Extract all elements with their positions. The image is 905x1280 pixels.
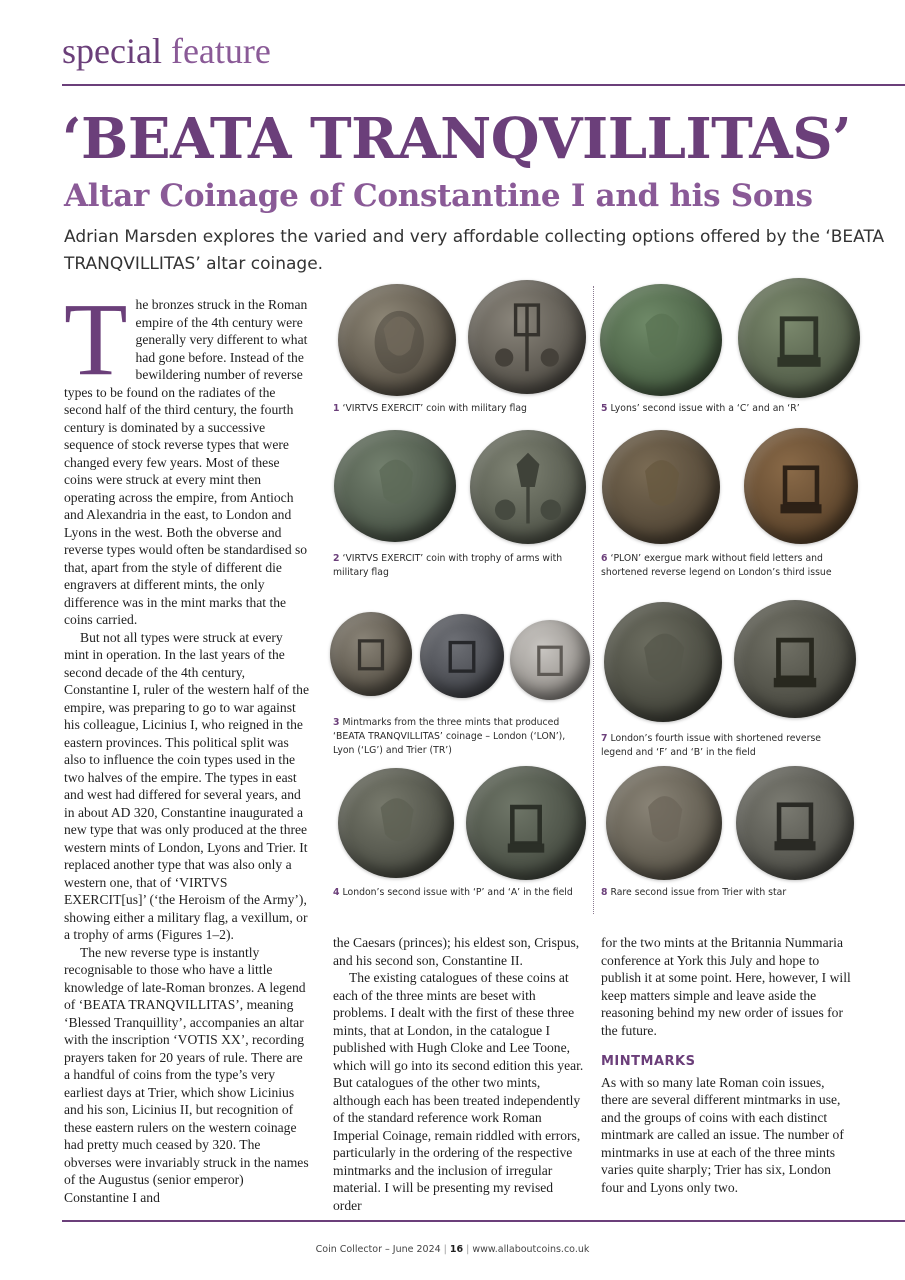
magazine-issue: Coin Collector – June 2024 — [315, 1244, 441, 1255]
standfirst: Adrian Marsden explores the varied and very affordable collecting options offered by the ‘BEATA TRANQVILLITAS’ altar coinage. — [64, 227, 885, 274]
coin-image — [600, 284, 722, 396]
figure-6-caption: ‘PLON’ exergue mark without field letters and shortened reverse legend on London’s third issue — [601, 553, 832, 578]
coin-image — [338, 284, 456, 396]
kicker-feature: feature — [170, 31, 271, 71]
body-column-3 — [601, 934, 851, 1196]
article-subtitle: Altar Coinage of Constantine I and his Sons — [64, 178, 813, 214]
page-number: 16 — [449, 1244, 464, 1255]
coin-image — [468, 280, 586, 394]
website-link[interactable]: www.allaboutcoins.co.uk — [472, 1244, 590, 1255]
coin-image — [420, 614, 504, 698]
paragraph-2: But not all types were struck at every mint in operation. In the last years of the second decade of the 4th century, Constantine I, ruler of the western half of the empire, was preparing to go to war against his colleague, Licinius I, who reigned in the eastern provinces. This political split was also to influence the coin types used in the two halves of the empire. The types in east and west had differed for several years, and in about AD 320, Constantine inaugurated a new type that was only produced at the three western mints of London, Lyons and Trier. It replaced another type that was also only a western one, that of ‘VIRTVS EXERCIT[us]’ (‘the Heroism of the Army’), showing either a military flag, a vexillum, or a trophy of arms (Figures 1–2). — [64, 629, 309, 942]
figure-2-caption: ‘VIRTVS EXERCIT’ coin with trophy of arms with military flag — [333, 553, 563, 578]
top-rule — [62, 84, 905, 86]
coin-image — [734, 600, 856, 718]
paragraph-1-text: he bronzes struck in the Roman empire of the 4th century were generally very different to what had gone before. Instead of the bewildering number of reverse types to be found on the radiates of the second half of the third century, the fourth century is dominated by a successive sequence of stock reverse types that were changed every few years. Most of these coins were struck at every mint then operating across the empire, from Antioch and Alexandria in the east, to London and Lyons in the west. Both the obverse and reverse types would often be standardised so that, apart from the style of different die engravers at different mints, the only difference was in the mint marks that the coins carried. — [64, 297, 308, 627]
drop-cap: T — [64, 282, 128, 397]
figure-6-number: 6 — [601, 553, 608, 564]
coin-image — [466, 766, 586, 880]
figure-4-caption: London’s second issue with ‘P’ and ‘A’ in the field — [342, 887, 573, 898]
coin-image — [330, 612, 412, 696]
paragraph-1 — [64, 282, 310, 629]
coin-image — [510, 620, 590, 700]
coin-image — [604, 602, 722, 722]
figure-4-number: 4 — [333, 887, 340, 898]
coin-image — [738, 278, 860, 398]
figure-5-caption: Lyons’ second issue with a ‘C’ and an ‘R’ — [610, 403, 800, 414]
figure-7-caption: London’s fourth issue with shortened reverse legend and ‘F’ and ‘B’ in the field — [601, 733, 822, 758]
coin-image — [606, 766, 722, 880]
figure-divider — [593, 286, 594, 914]
body-column-2 — [333, 934, 585, 1214]
figure-3-number: 3 — [333, 717, 340, 728]
figure-8-caption: Rare second issue from Trier with star — [610, 887, 787, 898]
body-column-1 — [64, 282, 310, 1206]
figure-7-number: 7 — [601, 733, 608, 744]
coin-image — [744, 428, 858, 544]
coin-image — [338, 768, 454, 878]
paragraph-4: the Caesars (princes); his eldest son, Crispus, and his second son, Constantine II. — [333, 935, 580, 968]
bottom-rule — [62, 1220, 905, 1222]
figure-1-number: 1 — [333, 403, 340, 414]
coin-image — [470, 430, 586, 544]
section-kicker — [62, 30, 271, 72]
page-footer: Coin Collector – June 2024 | 16 | www.allaboutcoins.co.uk — [315, 1244, 590, 1255]
figure-8-number: 8 — [601, 887, 608, 898]
figure-2-number: 2 — [333, 553, 340, 564]
kicker-special: special — [62, 31, 162, 71]
paragraph-7: As with so many late Roman coin issues, there are several different mintmarks in use, and the groups of coins with each distinct mintmark are called an issue. The number of mintmarks in use at each of the three mints varies quite sharply; Trier has six, London four and Lyons only two. — [601, 1074, 844, 1195]
figure-1-caption: ‘VIRTVS EXERCIT’ coin with military flag — [342, 403, 527, 414]
coin-image — [334, 430, 456, 542]
coin-image — [602, 430, 720, 544]
figure-5-number: 5 — [601, 403, 608, 414]
section-heading-mintmarks: MINTMARKS — [601, 1054, 696, 1069]
article-title: ‘BEATA TRANQVILLITAS’ — [62, 106, 852, 172]
figure-3-caption: Mintmarks from the three mints that produced ‘BEATA TRANQVILLITAS’ coinage – London (‘LON’), Lyon (‘LG’) and Trier (TR’) — [333, 717, 566, 756]
paragraph-5: The existing catalogues of these coins at each of the three mints are beset with problems. I dealt with the first of these three mints, that at London, in the catalogue I published with Hugh Cloke and Lee Toone, which will go into its second edition this year. But catalogues of the other two mints, although each has been treated independently of the standard reference work Roman Imperial Coinage, remain riddled with errors, particularly in the ordering of the respective mintmarks and the inclusion of irregular material. I will be presenting my revised order — [333, 970, 584, 1213]
coin-image — [736, 766, 854, 880]
paragraph-6: for the two mints at the Britannia Nummaria conference at York this July and hope to publish it at some point. Here, however, I will keep matters simple and leave aside the reasoning behind my new order of issues for the future. — [601, 935, 851, 1038]
paragraph-3: The new reverse type is instantly recognisable to those who have a little knowledge of late-Roman bronzes. A legend of ‘BEATA TRANQVILLITAS’, meaning ‘Blessed Tranquillity’, accompanies an altar with the inscription ‘VOTIS XX’, recording prayers taken for 20 years of rule. There are a handful of coins from the type’s very earliest days at Trier, which show Licinius and his son, Licinius II, but recognition of these eastern rulers on the western coinage had pretty much ceased by 320. The obverses were invariably struck in the names of the Augustus (senior emperor) Constantine I and — [64, 944, 309, 1205]
